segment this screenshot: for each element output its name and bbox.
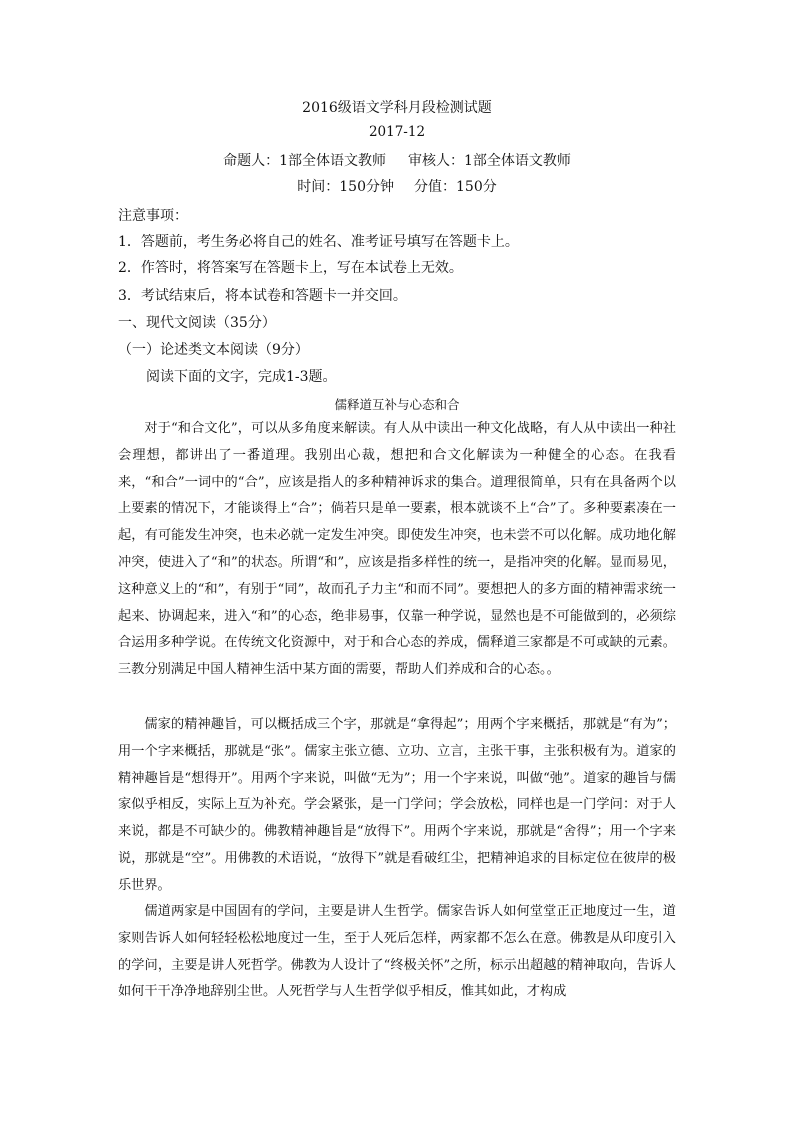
author-line <box>0 150 794 170</box>
subsection-heading: （一）论述类文本阅读（9分） <box>118 342 309 358</box>
notice-heading: 注意事项： <box>118 208 188 224</box>
essay-paragraph: 儒家的精神趣旨，可以概括成三个字，那就是“拿得起”；用两个字来概括，那就是“有为”；用一个字来概括，那就是“张”。儒家主张立德、立功、立言，主张干事，主张积极有为。道家的精神趣旨是“想得开”。用两个字来说，叫做“无为”；用一个字来说，叫做“弛”。道家的趣旨与儒家似乎相反，实际上互为补充。学会紧张，是一门学问；学会放松，同样也是一门学问：对于人来说，都是不可缺少的。佛教精神趣旨是“放得下”。用两个字来说，那就是“舍得”；用一个字来说，那就是“空”。用佛教的术语说，“放得下”就是看破红尘，把精神追求的目标定位在彼岸的极乐世界。 <box>118 717 676 893</box>
score-text: 分值：150分 <box>414 179 497 195</box>
author-text: 命题人：1部全体语文教师 <box>223 153 386 169</box>
notice-item: 3．考试结束后，将本试卷和答题卡一并交回。 <box>118 288 407 304</box>
time-text: 时间：150分钟 <box>297 179 394 195</box>
exam-title: 2016级语文学科月段检测试题 <box>302 100 492 116</box>
exam-date: 2017-12 <box>368 124 426 140</box>
notice-item: 1．答题前，考生务必将自己的姓名、准考证号填写在答题卡上。 <box>118 234 519 250</box>
essay-paragraph: 对于“和合文化”，可以从多角度来解读。有人从中读出一种文化战略，有人从中读出一种社会理想，都讲出了一番道理。我别出心裁，想把和合文化解读为一种健全的心态。在我看来，“和合”一词中的“合”，应该是指人的多种精神诉求的集合。道理很简单，只有在具备两个以上要素的情况下，才能谈得上“合”；倘若只是单一要素，根本就谈不上“合”了。多种要素凑在一起，有可能发生冲突，也未必就一定发生冲突。即使发生冲突，也未尝不可以化解。成功地化解冲突，使进入了“和”的状态。所谓“和”，应该是指多样性的统一，是指冲突的化解。显而易见，这种意义上的“和”，有别于“同”，故而孔子力主“和而不同”。要想把人的多方面的精神需求统一起来、协调起来，进入“和”的心态，绝非易事，仅靠一种学说，显然也是不可能做到的，必须综合运用多种学说。在传统文化资源中，对于和合心态的养成，儒释道三家都是不可或缺的元素。三教分别满足中国人精神生活中某方面的需要，帮助人们养成和合的心态。。 <box>118 421 676 678</box>
time-score-line <box>0 176 794 196</box>
reading-instruction: 阅读下面的文字，完成1-3题。 <box>146 369 337 385</box>
reviewer-text: 审核人：1部全体语文教师 <box>408 153 571 169</box>
notice-item: 2．作答时，将答案写在答题卡上，写在本试卷上无效。 <box>118 260 463 276</box>
essay-title: 儒释道互补与心态和合 <box>334 397 460 412</box>
section-heading: 一、现代文阅读（35分） <box>118 315 276 331</box>
essay-paragraph: 儒道两家是中国固有的学问，主要是讲人生哲学。儒家告诉人如何堂堂正正地度过一生，道家则告诉人如何轻轻松松地度过一生，至于人死后怎样，两家都不怎么在意。佛教是从印度引入的学问，主要是讲人死哲学。佛教为人设计了“终极关怀”之所，标示出超越的精神取向，告诉人如何干干净净地辞别尘世。人死哲学与人生哲学似乎相反，惟其如此，才构成 <box>118 904 676 1000</box>
